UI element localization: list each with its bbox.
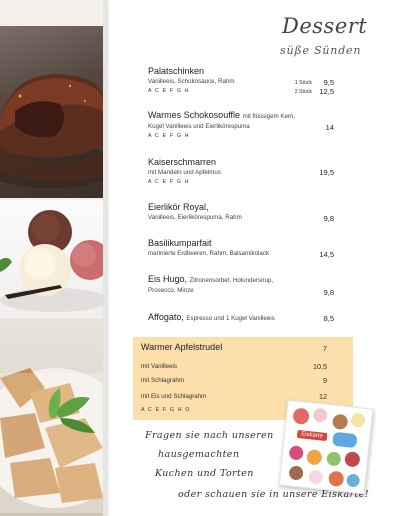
kaiserschmarren-photo [0,318,103,516]
page-divider [103,0,108,516]
strudel-option: mit Schlagrahm [141,377,184,384]
item-name: Affogato, [148,312,184,322]
item-name-suffix: mit flüssigem Kern, [242,113,296,120]
menu-subtitle: süße Sünden [280,44,362,57]
item-size: 2 Stück [294,89,312,95]
strudel-price: 9 [323,376,327,385]
item-name: Kaiserschmarren [148,157,217,167]
item-name: Basilikumparfait [148,238,212,248]
note-line: Fragen sie nach unseren [145,430,274,441]
flyer-label: Eiskarte [297,430,327,441]
photo-strip [0,0,103,516]
item-description: mit Mandeln und Apfelmus [148,169,221,176]
item-allergens: A C E F G H [148,179,190,185]
strudel-price: 10,5 [313,362,327,371]
chocolate-souffle-photo [0,26,103,198]
item-allergens: A C E F G H [148,88,190,94]
item-price: 19,5 [319,168,334,177]
note-line: hausgemachten [158,449,240,460]
item-name: Palatschinken [148,66,205,76]
item-price: 12,5 [319,87,334,96]
strudel-option: mit Vanilleeis [141,363,177,370]
item-price: 14,5 [319,250,334,259]
item-price: 8,5 [323,314,334,323]
item-size: 1 Stück [294,80,312,86]
strudel-price: 7 [323,344,327,353]
menu-title: Dessert [282,14,368,38]
note-line: oder schauen sie in unsere Eiskarte! [178,489,369,500]
menu-item [148,238,338,259]
item-description: Kugel Vanilleeis und Eierlikörespuma [148,123,250,130]
item-description: Prosecco, Minze [148,287,194,294]
item-name: Warmes Schokosouffle [148,110,241,120]
item-name: Eis Hugo, [148,274,188,284]
eiskarte-flyer-image [279,400,374,495]
item-description: Vanilleeis, Schokosauce, Rahm [148,78,235,85]
strudel-title: Warmer Apfelstrudel [141,342,223,352]
strudel-allergens: A C E F G H O [141,407,191,413]
item-price: 9,5 [323,78,334,87]
menu-item [148,202,338,223]
note-line: Kuchen und Torten [155,468,254,479]
item-allergens: A C E F G H [148,133,190,139]
ice-cream-photo [0,200,103,315]
strudel-option: mit Eis und Schlagrahm [141,393,207,400]
item-price: 9,8 [323,214,334,223]
item-description: marinierte Erdbeeren, Rahm, Balsamikolack [148,250,270,257]
item-price: 14 [325,123,334,132]
item-name: Eierlikör Royal, [148,202,209,212]
item-price: 9,8 [323,288,334,297]
item-name-suffix: Zitronensorbet, Holundersirup, [189,277,274,284]
strudel-price: 12 [319,392,327,401]
menu-item [148,157,338,187]
item-name-suffix: Espresso und 1 Kugel Vanilleeis [186,315,275,322]
item-description: Vanilleeis, Eierlikörespuma, Rahm [148,214,242,221]
